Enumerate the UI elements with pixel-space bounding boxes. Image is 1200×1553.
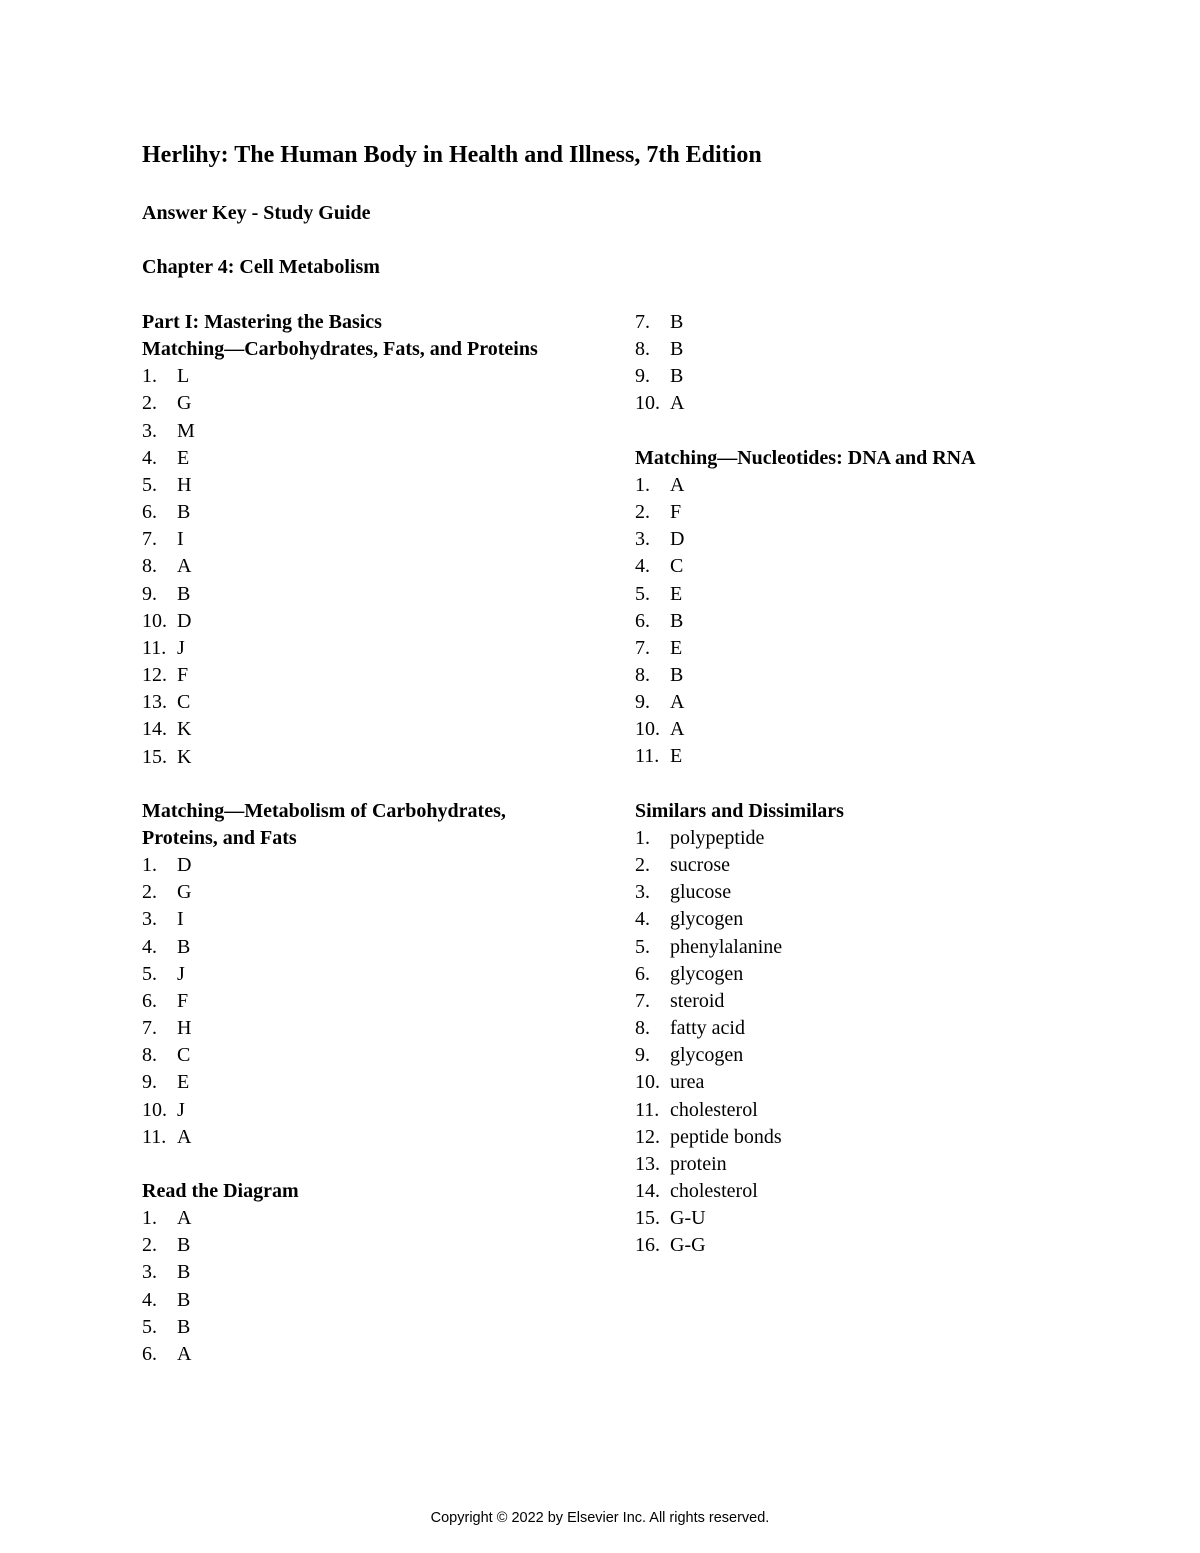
left-column [142, 309, 542, 1368]
answer-number: 1. [142, 1207, 157, 1230]
answer-number: 3. [142, 908, 157, 931]
answer-value: A [670, 691, 685, 714]
answer-item [142, 1069, 542, 1096]
answer-value: glycogen [670, 1044, 744, 1067]
answer-value: A [177, 555, 192, 578]
answer-item [635, 852, 1075, 879]
answer-number: 11. [635, 1098, 660, 1121]
answer-item [635, 1124, 1075, 1151]
answer-item [635, 743, 1075, 770]
answer-number: 8. [635, 338, 650, 361]
answer-number: 9. [635, 691, 650, 714]
answer-item [142, 744, 542, 771]
answer-item [142, 445, 542, 472]
answer-item [142, 1259, 542, 1286]
answer-value: B [177, 935, 191, 958]
answer-value: glycogen [670, 908, 744, 931]
answer-value: K [177, 745, 192, 768]
answer-value: B [670, 664, 684, 687]
section-heading-metabolism: Matching—Metabolism of Carbohydrates, Proteins, and Fats [142, 799, 506, 849]
answer-value: A [177, 1125, 192, 1148]
answer-value: B [670, 311, 684, 333]
answer-number: 2. [635, 501, 650, 524]
right-column [635, 309, 1075, 1259]
answer-number: 8. [142, 555, 157, 578]
answer-number: 5. [142, 473, 157, 496]
answer-value: B [177, 1234, 191, 1257]
answer-item [635, 472, 1075, 499]
answer-item [635, 581, 1075, 608]
answer-value: peptide bonds [670, 1125, 782, 1148]
answer-value: D [177, 609, 192, 632]
answer-value: B [177, 501, 191, 524]
section-heading-read-the-diagram: Read the Diagram [142, 1179, 299, 1202]
answer-item [635, 689, 1075, 716]
answer-list [635, 825, 1075, 1260]
answer-item [635, 988, 1075, 1015]
answer-key-heading: Answer Key - Study Guide [142, 202, 371, 224]
answer-number: 8. [635, 664, 650, 687]
answer-value: E [670, 636, 683, 659]
answer-value: M [177, 419, 195, 442]
answer-number: 3. [142, 419, 157, 442]
answer-number: 7. [142, 1017, 157, 1040]
answer-item [635, 553, 1075, 580]
answer-number: 2. [635, 854, 650, 877]
answer-item [635, 526, 1075, 553]
answer-item [635, 390, 1075, 417]
answer-number: 11. [142, 1125, 167, 1148]
answer-value: E [670, 745, 683, 768]
answer-number: 10. [142, 1098, 167, 1121]
answer-item [635, 825, 1075, 852]
answer-item [142, 1287, 542, 1314]
answer-number: 1. [635, 473, 650, 496]
answer-number: 15. [142, 745, 167, 768]
answer-item [142, 934, 542, 961]
answer-value: G-G [670, 1234, 706, 1257]
answer-number: 14. [635, 1179, 660, 1202]
section-heading-nucleotides: Matching—Nucleotides: DNA and RNA [635, 446, 976, 469]
answer-item [635, 1178, 1075, 1205]
answer-value: cholesterol [670, 1179, 758, 1202]
answer-item [635, 1015, 1075, 1042]
answer-number: 6. [142, 501, 157, 524]
answer-number: 15. [635, 1207, 660, 1230]
answer-value: G [177, 392, 192, 415]
answer-item [142, 1314, 542, 1341]
answer-number: 7. [635, 636, 650, 659]
answer-number: 7. [635, 311, 650, 333]
answer-number: 1. [635, 826, 650, 849]
answer-item [142, 1097, 542, 1124]
answer-item [635, 309, 1075, 336]
answer-item [635, 662, 1075, 689]
answer-list [142, 852, 542, 1151]
answer-value: sucrose [670, 854, 730, 877]
answer-number: 7. [142, 528, 157, 551]
answer-number: 9. [142, 582, 157, 605]
answer-value: glucose [670, 881, 732, 904]
answer-number: 4. [142, 1288, 157, 1311]
answer-number: 2. [142, 881, 157, 904]
answer-value: L [177, 365, 190, 388]
answer-value: B [177, 582, 191, 605]
answer-number: 9. [635, 1044, 650, 1067]
answer-value: glycogen [670, 962, 744, 985]
answer-number: 12. [142, 664, 167, 687]
answer-item [142, 906, 542, 933]
answer-item [142, 988, 542, 1015]
answer-value: A [670, 392, 685, 415]
answer-value: G [177, 881, 192, 904]
answer-number: 4. [635, 908, 650, 931]
answer-item [142, 662, 542, 689]
answer-number: 4. [142, 935, 157, 958]
answer-item [142, 553, 542, 580]
answer-value: fatty acid [670, 1017, 745, 1040]
answer-item [142, 852, 542, 879]
answer-item [142, 363, 542, 390]
answer-value: F [177, 664, 189, 687]
answer-value: A [177, 1207, 192, 1230]
answer-list [142, 363, 542, 770]
answer-value: phenylalanine [670, 935, 783, 958]
answer-item [635, 1232, 1075, 1259]
answer-value: H [177, 473, 192, 496]
answer-value: C [670, 555, 684, 578]
answer-number: 14. [142, 718, 167, 741]
answer-value: B [670, 609, 684, 632]
answer-value: steroid [670, 989, 725, 1012]
answer-value: B [670, 338, 684, 361]
answer-value: J [177, 636, 185, 659]
answer-item [635, 879, 1075, 906]
answer-value: D [177, 854, 192, 877]
answer-value: B [670, 365, 684, 388]
answer-item [142, 961, 542, 988]
answer-value: F [177, 989, 189, 1012]
answer-item [635, 363, 1075, 390]
answer-value: I [177, 908, 184, 931]
answer-value: A [177, 1342, 192, 1365]
answer-number: 8. [142, 1044, 157, 1067]
answer-item [142, 879, 542, 906]
answer-number: 3. [635, 881, 650, 904]
part-heading: Part I: Mastering the Basics [142, 311, 382, 333]
answer-item [635, 499, 1075, 526]
section-heading-carbohydrates-fats-proteins: Matching—Carbohydrates, Fats, and Proteins [142, 338, 538, 361]
answer-value: C [177, 1044, 191, 1067]
section-gap [142, 771, 542, 798]
answer-value: polypeptide [670, 826, 765, 849]
answer-number: 6. [142, 1342, 157, 1365]
answer-item [142, 472, 542, 499]
answer-value: B [177, 1315, 191, 1338]
answer-item [635, 635, 1075, 662]
answer-item [635, 961, 1075, 988]
answer-item [142, 418, 542, 445]
answer-number: 5. [142, 1315, 157, 1338]
answer-item [142, 1205, 542, 1232]
answer-number: 9. [142, 1071, 157, 1094]
answer-value: C [177, 691, 191, 714]
answer-item [142, 526, 542, 553]
answer-number: 3. [635, 528, 650, 551]
answer-number: 10. [635, 392, 660, 415]
answer-item [635, 1097, 1075, 1124]
answer-item [142, 608, 542, 635]
answer-item [142, 499, 542, 526]
answer-item [635, 1069, 1075, 1096]
answer-item [142, 689, 542, 716]
chapter-heading: Chapter 4: Cell Metabolism [142, 256, 380, 278]
answer-item [635, 608, 1075, 635]
answer-number: 1. [142, 365, 157, 388]
answer-value: protein [670, 1152, 727, 1175]
copyright-footer: Copyright © 2022 by Elsevier Inc. All rights reserved. [430, 1510, 770, 1526]
answer-item [635, 906, 1075, 933]
answer-item [635, 336, 1075, 363]
answer-number: 11. [635, 745, 660, 768]
answer-number: 12. [635, 1125, 660, 1148]
answer-value: G-U [670, 1207, 706, 1230]
answer-list [635, 472, 1075, 771]
answer-item [635, 716, 1075, 743]
answer-value: J [177, 962, 185, 985]
answer-value: I [177, 528, 184, 551]
answer-number: 10. [635, 718, 660, 741]
answer-number: 2. [142, 392, 157, 415]
answer-number: 7. [635, 989, 650, 1012]
answer-value: E [177, 446, 190, 469]
answer-number: 10. [142, 609, 167, 632]
answer-number: 6. [635, 609, 650, 632]
answer-value: K [177, 718, 192, 741]
answer-item [142, 1232, 542, 1259]
answer-value: urea [670, 1071, 705, 1094]
answer-item [142, 390, 542, 417]
answer-number: 3. [142, 1261, 157, 1284]
answer-value: E [177, 1071, 190, 1094]
document-title: Herlihy: The Human Body in Health and Illness, 7th Edition [142, 142, 762, 168]
answer-value: H [177, 1017, 192, 1040]
answer-item [635, 1205, 1075, 1232]
answer-list [142, 1205, 542, 1368]
answer-item [142, 581, 542, 608]
answer-value: B [177, 1261, 191, 1284]
answer-number: 16. [635, 1234, 660, 1257]
answer-item [142, 1124, 542, 1151]
answer-list [635, 309, 1075, 418]
answer-value: J [177, 1098, 185, 1121]
answer-number: 5. [635, 935, 650, 958]
answer-number: 6. [142, 989, 157, 1012]
answer-value: A [670, 718, 685, 741]
section-heading-similars-dissimilars: Similars and Dissimilars [635, 799, 844, 822]
section-gap [142, 1151, 542, 1178]
answer-value: D [670, 528, 685, 551]
answer-value: E [670, 582, 683, 605]
answer-item [142, 635, 542, 662]
answer-number: 8. [635, 1017, 650, 1040]
answer-number: 5. [142, 962, 157, 985]
answer-item [142, 1042, 542, 1069]
answer-number: 4. [635, 555, 650, 578]
answer-number: 10. [635, 1071, 660, 1094]
section-gap [635, 418, 1075, 445]
answer-item [635, 1151, 1075, 1178]
answer-number: 1. [142, 854, 157, 877]
answer-number: 13. [635, 1152, 660, 1175]
answer-item [142, 1015, 542, 1042]
answer-number: 4. [142, 446, 157, 469]
answer-number: 5. [635, 582, 650, 605]
answer-number: 6. [635, 962, 650, 985]
answer-value: B [177, 1288, 191, 1311]
answer-number: 9. [635, 365, 650, 388]
answer-value: cholesterol [670, 1098, 758, 1121]
section-gap [635, 771, 1075, 798]
answer-item [635, 934, 1075, 961]
answer-item [635, 1042, 1075, 1069]
answer-number: 2. [142, 1234, 157, 1257]
answer-value: F [670, 501, 682, 524]
answer-value: A [670, 473, 685, 496]
answer-item [142, 716, 542, 743]
answer-number: 13. [142, 691, 167, 714]
answer-number: 11. [142, 636, 167, 659]
answer-item [142, 1341, 542, 1368]
